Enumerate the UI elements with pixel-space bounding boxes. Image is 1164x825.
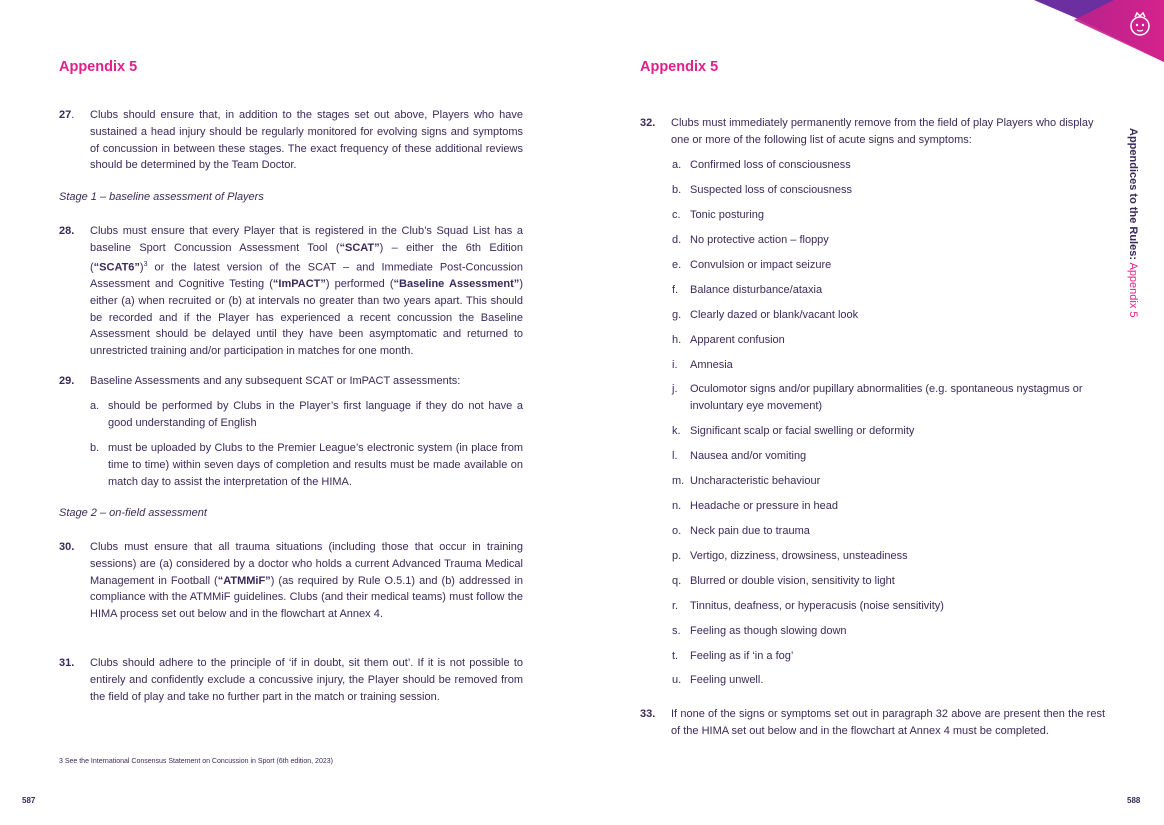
paragraph-28-number: 28. [59,225,75,237]
side-section-label: Appendices to the Rules: Appendix 5 [1127,128,1139,318]
paragraph-31-number: 31. [59,657,75,669]
paragraph-29-item-a: a. should be performed by Clubs in the Player’s first language if they do not have a good understanding of English [90,400,523,429]
sign-item-m: m. Uncharacteristic behaviour [672,475,821,487]
page-number-left: 587 [22,796,36,805]
paragraph-33-number: 33. [640,708,656,720]
left-heading: Appendix 5 [59,59,138,75]
paragraph-30 [59,539,523,623]
paragraph-28-text: Clubs must ensure that every Player that is registered in the Club’s Squad List has a baseline Sport Concussion Assessment Tool (“SCAT”) – either the 6th Edition (“SCAT6”)$^3$ or the latest version of the SCAT – and Immediate Post-Concussion Assessment and Cognitive Testing (“ImPACT”) performed (“Baseline Assessment”) either (a) when recruited or (b) at intervals no greater than two years apart. This should be recorded and if the Player has experienced a recent concussion the Baseline Assessment should be delayed until they have been asymptomatic and returned to unrestricted training and/or participation in matches for one month. [90,225,523,358]
stage-2-heading: Stage 2 – on-field assessment [59,507,207,519]
sign-item-q: q. Blurred or double vision, sensitivity to light [672,575,895,587]
paragraph-30-text: Clubs must ensure that all trauma situations (including those that occur in training sessions) are (a) considered by a doctor who holds a current Advanced Trauma Medical Management in Football (“ATMMiF”) (as required by Rule O.5.1) and (b) addressed in compliance with the ATMMiF guidelines. Clubs (and their medical teams) must follow the HIMA process set out below and in the flowchart at Annex 4. [90,541,524,621]
sign-item-f: f. Balance disturbance/ataxia [672,284,823,296]
paragraph-32-number: 32. [640,117,656,129]
sign-item-c: c. Tonic posturing [672,209,764,221]
sign-item-i: i. Amnesia [672,359,733,371]
sign-item-r: r. Tinnitus, deafness, or hyperacusis (noise sensitivity) [672,600,944,612]
paragraph-29 [59,373,523,390]
sign-item-k: k. Significant scalp or facial swelling or deformity [672,425,915,437]
sign-item-g: g. Clearly dazed or blank/vacant look [672,309,859,321]
sign-item-l: l. Nausea and/or vomiting [672,450,807,462]
sign-item-t: t. Feeling as if ‘in a fog’ [672,650,794,662]
sign-item-a: a. Confirmed loss of consciousness [672,159,851,171]
sign-item-s: s. Feeling as though slowing down [672,625,847,637]
footnote: 3 See the International Consensus Statement on Concussion in Sport (6th edition, 2023) [59,758,333,765]
paragraph-33-text: If none of the signs or symptoms set out in paragraph 32 above are present then the rest of the HIMA set out below and in the flowchart at Annex 4 must be completed. [671,708,1105,737]
sign-item-d: d. No protective action – floppy [672,234,829,246]
paragraph-29-item-b: b. must be uploaded by Clubs to the Premier League’s electronic system (in place from time to time) within seven days of completion and results must be made available on match day to assist the interpretation of the HIMA. [90,442,523,488]
stage-1-heading: Stage 1 – baseline assessment of Players [59,191,264,203]
sign-item-h: h. Apparent confusion [672,334,785,346]
footnote-ref: 3 [143,260,148,268]
right-heading: Appendix 5 [640,59,719,75]
right-page [582,0,1164,825]
sign-item-p: p. Vertigo, dizziness, drowsiness, unsteadiness [672,550,908,562]
paragraph-27-text: Clubs should ensure that, in addition to the stages set out above, Players who have sustained a head injury should be regularly monitored for evolving signs and symptoms of concussion in between these stages. The exact frequency of these additional reviews should be determined by the Team Doctor. [90,109,523,172]
sign-item-b: b. Suspected loss of consciousness [672,184,853,196]
paragraph-27: 27. Clubs should ensure that, in addition to the stages set out above, Players who have sustained a head injury should be regularly monitored for evolving signs and symptoms of concussion in between these stages. The exact frequency of these additional reviews should be determined by the Team Doctor. [59,107,523,174]
paragraph-32-text: Clubs must immediately permanently remove from the field of play Players who display one or more of the following list of acute signs and symptoms: [671,117,1094,146]
paragraph-31 [59,655,523,705]
sign-item-j: j. Oculomotor signs and/or pupillary abnormalities (e.g. spontaneous nystagmus or involuntary eye movement) [672,383,1083,412]
paragraph-29-text: Baseline Assessments and any subsequent SCAT or ImPACT assessments: [90,375,461,387]
paragraph-29-number: 29. [59,375,75,387]
paragraph-33 [640,706,1105,740]
corner-banner [1014,0,1164,70]
page-number-right: 588 [1127,796,1141,805]
paragraph-30-number: 30. [59,541,75,553]
paragraph-27-number: 27 [59,109,72,121]
sign-item-o: o. Neck pain due to trauma [672,525,810,537]
sign-item-u: u. Feeling unwell. [672,674,764,686]
paragraph-32 [640,115,1105,149]
sign-item-n: n. Headache or pressure in head [672,500,838,512]
paragraph-28 [59,223,523,360]
sign-item-e: e. Convulsion or impact seizure [672,259,832,271]
paragraph-31-text: Clubs should adhere to the principle of ‘if in doubt, sit them out’. If it is not possible to entirely and confidently exclude a concussive injury, the Player should be removed from the field of play and take no further part in the match or training session. [90,657,523,703]
